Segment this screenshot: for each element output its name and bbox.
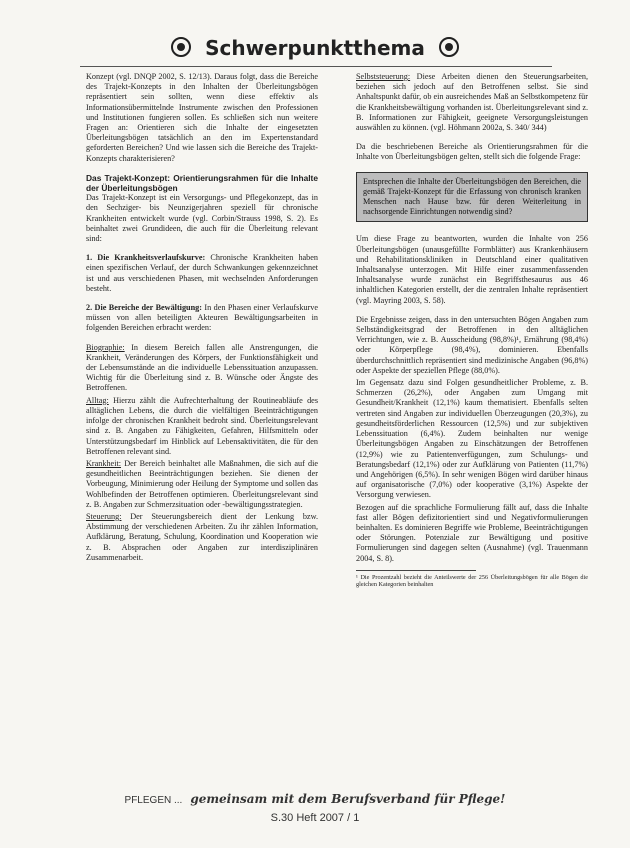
paragraph: 1. Die Krankheitsverlaufskurve: Chronische Krankheiten haben einen spezifischen Verlauf, der durch Schwankungen gekennzeichnet ist und aus verschiedenen Phasen, mit wechselnden Anforderungen besteht. xyxy=(86,253,318,293)
term: 2. Die Bereiche der Bewältigung: xyxy=(86,303,202,313)
paragraph: Bezogen auf die sprachliche Formulierung fällt auf, dass die Inhalte fast aller Bögen defizitorientiert sind und Negativformulierungen beinhalten. Es dominieren Begriffe wie Probleme, Beeinträchtigungen oder Störungen. Potenziale zur Bewältigung und positive Formulierungen sind dagegen selten (Ausnahme) (vgl. Trauenmann 2004, S. 8). xyxy=(356,502,588,563)
paragraph: Krankheit: Der Bereich beinhaltet alle Maßnahmen, die sich auf die gesundheitlichen Beeinträchtigungen beziehen. Sie dienen der Vorbeugung, Minimierung oder Heilung der Symptome und sollen das Wohlbefinden der Betroffenen optimieren. Überleitungsrelevant sind z. B. Angaben zur Schmerzsituation oder -bewältigungsstrategien. xyxy=(86,458,319,509)
paragraph: Da die beschriebenen Bereiche als Orientierungsrahmen für die Inhalte von Überleitungsbögen gelten, stellt sich die folgende Frage: xyxy=(356,142,588,162)
footnote: ¹ Die Prozentzahl bezieht die Anteilswerte der 256 Überleitungsbögen für alle Bögen die gleichen Kategorien beinhalten xyxy=(356,573,588,588)
left-column xyxy=(86,72,318,572)
paragraph: Die Ergebnisse zeigen, dass in den untersuchten Bögen Angaben zum Selbständigkeitsgrad der Betroffenen in den alltäglichen Verrichtungen, wie z. B. Ausscheidung (98,8%)¹, Ernährung (98,4%) oder Körperpflege (98,4%), dominieren. Ebenfalls überdurchschnittlich repräsentiert sind medizinische Angaben (96,8%) oder Aspekte der speziellen Pflege (88,0%). xyxy=(356,314,588,375)
footer-tagline: gemeinsam mit dem Berufsverband für Pflege! xyxy=(190,792,506,806)
bullseye-icon xyxy=(171,37,191,57)
paragraph: Um diese Frage zu beantworten, wurden die Inhalte von 256 Überleitungsbögen (unausgefüllte Formblätter) aus Krankenhäusern und Rehabilitationskliniken in Deutschland einer qualitativen Inhaltsanalyse unterzogen. Mit Hilfe einer zusammenfassenden Inhaltsanalyse wurde zunächst ein Begriffsthesaurus aus 46 inhaltlichen Kategorien erstellt, der die zentralen Inhalte repräsentiert (vgl. Mayring 2003, S. 58). xyxy=(356,234,588,305)
section-title: Schwerpunktthema xyxy=(205,36,425,60)
paragraph: Das Trajekt-Konzept ist ein Versorgungs- und Pflegekonzept, das in den Sechziger- bis Neunzigerjahren speziell für chronische Krankheiten entwickelt wurde (vgl. Corbin/Strauss 1998, S. 2). Es beinhaltet zwei Grundideen, die auch für die Überleitung relevant sind: xyxy=(86,193,318,244)
paragraph: Im Gegensatz dazu sind Folgen gesundheitlicher Probleme, z. B. Schmerzen (26,2%), oder Angaben zum Umgang mit Gesundheit/Krankheit (12,1%) kaum thematisiert. Ebenfalls selten vertreten sind Angaben zur individuellen Überzeugungen (20,3%), zu gesundheitsförderlichen Ressourcen (12,5%) und zur subjektiven Lebenssituation (6,4%). Zudem beinhalten nur wenige Überleitungsbögen Angaben zu Einschätzungen der Betroffenen (12,9%) wie zu Patientenverfügungen, zum Schulungs- und Beratungsbedarf (12,1%) oder zur Aufklärung von Patienten (11,7%) und Angehörigen (6,5%). In sehr wenigen Bögen wird darüber hinaus auf organisatorische (7,0%) oder kooperative (3,1%) Aspekte der Versorgung verwiesen. xyxy=(356,378,588,500)
paragraph: 2. Die Bereiche der Bewältigung: In den Phasen einer Verlaufskurve müssen von allen beteiligten Akteuren Bewältigungsarbeiten in folgenden Bereichen erbracht werden: xyxy=(86,303,318,333)
term: Biographie: xyxy=(86,342,125,352)
subheading: Das Trajekt-Konzept: Orientierungsrahmen für die Inhalte der Überleitungsbögen xyxy=(86,172,318,194)
bullseye-icon xyxy=(439,37,459,57)
term: Alltag: xyxy=(86,395,109,405)
footer-slogan xyxy=(0,792,630,806)
paragraph: Konzept (vgl. DNQP 2002, S. 12/13). Daraus folgt, dass die Bereiche des Trajekt-Konzepts in den Inhalten der Überleitungsbögen repräsentiert sein sollten, wenn diese effektiv als Informationsübermittelnde Instrumente zwischen den Professionen und Institutionen fungieren sollen. Es schließen sich nun weitere Fragen an: Orientieren sich die Inhalte der eingesetzten Überleitungsbögen tatsächlich an den im Expertenstandard geforderten Bereichen? Und wie lassen sich die Bereiche des Trajekt-Konzepts charakterisieren? xyxy=(86,72,318,163)
page-number: S.30 Heft 2007 / 1 xyxy=(270,812,360,824)
term: Steuerung: xyxy=(86,511,122,521)
paragraph: Selbststeuerung: Diese Arbeiten dienen den Steuerungsarbeiten, beziehen sich jedoch auf den Betroffenen selbst. Sie sind Anhaltspunkt dafür, ob ein ausreichendes Maß an Selbstkompetenz für die Krankheitsbewältigung vorhanden ist. Überleitungsrelevant sind z. B. Informationen zur Fähigkeit, geeignete Versorgungsleistungen auswählen zu können. (vgl. Höhmann 2002a, S. 340/ 344) xyxy=(356,72,589,133)
header-rule xyxy=(80,66,552,67)
term: Krankheit: xyxy=(86,458,122,468)
term: Selbststeuerung: xyxy=(356,72,411,81)
section-header xyxy=(0,36,630,60)
footnote-rule xyxy=(356,570,476,571)
term: 1. Die Krankheitsverlaufskurve: xyxy=(86,253,206,263)
right-column xyxy=(356,72,588,588)
footer-brand: PFLEGEN ... xyxy=(124,795,183,806)
paragraph: Steuerung: Der Steuerungsbereich dient der Lenkung bzw. Abstimmung der verschiedenen Arbeiten. Zu ihr zählen Information, Aufklärung, Beratung, Schulung, Koordination und Kooperation wie z. B. Absprachen oder Angaben zur interdisziplinären Zusammenarbeit. xyxy=(86,511,318,562)
paragraph: Biographie: In diesem Bereich fallen alle Anstrengungen, die Krankheit, Veränderungen des Körpers, der Funktionsfähigkeit und der Lebensumstände an die individuelle Lebenssituation anzupassen. Wichtig für die Überleitung sind z. B. Wünsche oder Ängste des Betroffenen. xyxy=(86,342,319,393)
question-box: Entsprechen die Inhalte der Überleitungsbögen den Bereichen, die gemäß Trajekt-Konzept für die Erfassung von chronisch kranken Menschen nach Hause bzw. für deren Weiterleitung in nachsorgende Einrichtungen notwendig sind? xyxy=(356,172,588,223)
paragraph: Alltag: Hierzu zählt die Aufrechterhaltung der Routineabläufe des alltäglichen Lebens, die durch die vielfältigen Beeinträchtigungen infolge der chronischen Krankheit bedroht sind. Überleitungsrelevant sind z. B. Angaben zu Fähigkeiten, Gefahren, Hilfsmitteln oder Unterstützungsbedarf im Hinblick auf Lebensaktivitäten, die für den Betroffenen relevant sind. xyxy=(86,395,319,456)
